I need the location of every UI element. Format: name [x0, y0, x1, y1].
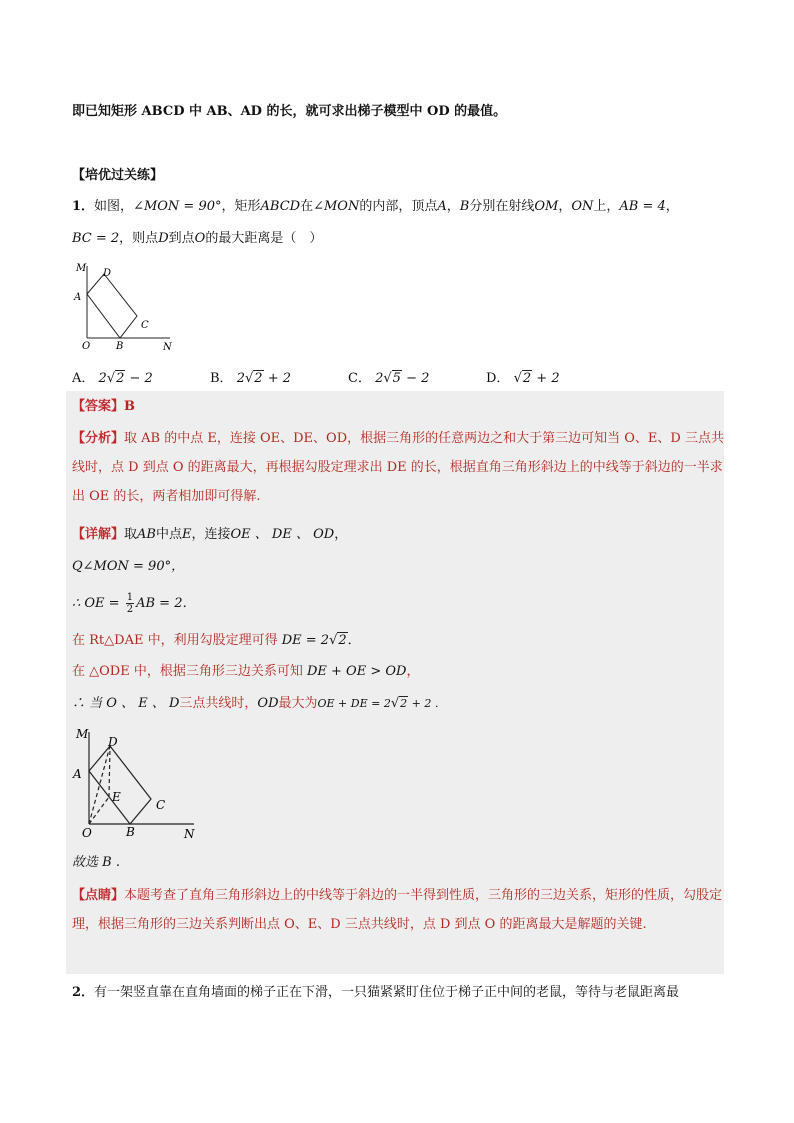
- option-tail: + 2: [532, 371, 560, 386]
- detail-math: AB: [137, 527, 156, 542]
- intro-text: 即已知矩形 ABCD 中 AB、AD 的长，就可求出梯子模型中 OD 的最值。: [72, 104, 507, 119]
- detail-text: 在 △ODE 中，根据三角形三边关系可知: [72, 664, 303, 679]
- label-m: M: [76, 727, 89, 741]
- rectangle-abcd: [87, 274, 137, 338]
- comment-text: 本题考查了直角三角形斜边上的中线等于斜边的一半得到性质，三角形的三边关系，矩形的性质，勾股定理，根据三角形的三边关系判断出点 O、E、D 三点共线时，点 D 到点 O 的距离最大是解题的关键.: [72, 888, 723, 932]
- label-n: N: [184, 827, 195, 841]
- detail-line6: ∴ 当 O 、 E 、 D三点共线时，OD最大为OE + DE = 2√2 + 2 ．: [72, 696, 446, 711]
- detail-text: 中点: [155, 527, 182, 542]
- q1-text: ，则点: [119, 231, 159, 246]
- segment-oe: [89, 797, 109, 824]
- option-radicand: 5: [392, 371, 401, 386]
- detail-text: ．: [347, 633, 361, 648]
- q1-ray: OM: [534, 199, 559, 214]
- option-c[interactable]: C． 2√5 − 2: [348, 371, 430, 386]
- detail-tag: 【详解】: [72, 527, 125, 542]
- segment-de: [109, 746, 110, 797]
- detail-text: ，: [406, 664, 420, 679]
- label-o: O: [82, 341, 91, 352]
- option-coef: 2: [236, 371, 245, 386]
- option-tail: − 2: [401, 371, 430, 386]
- label-d: D: [108, 735, 118, 749]
- answer-line: [72, 397, 135, 417]
- detail-math: ∴ OE =: [72, 596, 120, 611]
- detail-math: E: [182, 527, 192, 542]
- detail-line4: 在 Rt△DAE 中，利用勾股定理可得 DE = 2√2．: [72, 633, 361, 648]
- detail-math: O 、 E 、 D: [106, 696, 180, 711]
- label-a: A: [73, 767, 82, 781]
- q1-number: 1．: [72, 199, 95, 214]
- option-radicand: 2: [522, 371, 532, 386]
- detail-math: OD: [257, 696, 279, 711]
- q1-text: ，: [446, 199, 460, 214]
- option-tail: − 2: [125, 371, 153, 386]
- q1-ab: AB = 4: [619, 199, 666, 214]
- choose-line: 故选 B .: [72, 855, 120, 870]
- detail-text: ，连接: [191, 527, 231, 542]
- label-d: D: [103, 268, 112, 279]
- detail-math: DE = 2: [281, 633, 330, 648]
- q1-text: ，矩形: [221, 199, 261, 214]
- option-letter: C．: [348, 371, 371, 386]
- option-letter: B．: [210, 371, 233, 386]
- option-radicand: 2: [116, 371, 125, 386]
- option-coef: 2: [375, 371, 384, 386]
- q2-text: 有一架竖直靠在直角墙面的梯子正在下滑，一只猫紧紧盯住位于梯子正中间的老鼠，等待与老鼠距离最: [94, 985, 680, 1000]
- detail-text: 三点共线时，: [179, 696, 258, 711]
- fraction-numerator: 1: [126, 592, 134, 603]
- q1-text: 在: [300, 199, 314, 214]
- analysis-text: 取 AB 的中点 E，连接 OE、DE、OD，根据三角形的任意两边之和大于第三边可知当 O、E、D 三点共线时，点 D 到点 O 的距离最大，再根据勾股定理求出 DE 的长，根据直角三角形斜边上的中线等于斜边的一半求出 OE 的长，两者相加即可得解.: [72, 431, 724, 504]
- option-letter: D．: [486, 371, 510, 386]
- q1-text: 分别在射线: [469, 199, 535, 214]
- option-tail: + 2: [263, 371, 291, 386]
- q1-rect: ABCD: [260, 199, 301, 214]
- option-radicand: 2: [254, 371, 263, 386]
- detail-math: + 2 ．: [408, 697, 446, 710]
- label-c: C: [141, 320, 149, 331]
- q1-text: ，: [665, 199, 679, 214]
- detail-math: OE + DE = 2: [317, 697, 391, 710]
- fraction-denominator: 2: [126, 604, 134, 615]
- detail-line1: [72, 525, 347, 545]
- detail-line5: [72, 662, 419, 682]
- label-m: M: [76, 263, 87, 274]
- detail-text: 取: [124, 527, 138, 542]
- label-n: N: [163, 342, 172, 353]
- option-b[interactable]: B． 2√2 + 2: [210, 371, 291, 386]
- option-coef: 2: [98, 371, 107, 386]
- q1-text: 的内部，顶点: [359, 199, 438, 214]
- detail-math: AB = 2．: [136, 596, 196, 611]
- figure1-diagram: [70, 258, 185, 353]
- analysis-paragraph: [72, 424, 724, 511]
- q1-text: ，: [558, 199, 572, 214]
- detail-radicand: 2: [400, 697, 408, 710]
- q1-point: B: [459, 199, 470, 214]
- detail-line2: Q∠MON = 90°，: [72, 559, 185, 574]
- detail-text: 在 Rt△DAE 中，利用勾股定理可得: [72, 633, 278, 648]
- comment-paragraph: [72, 881, 724, 939]
- q2-number: 2．: [72, 985, 95, 1000]
- detail-math: ∴ 当: [72, 696, 103, 711]
- fraction-half: [126, 592, 134, 615]
- section-title: 【培优过关练】: [72, 168, 164, 183]
- detail-math: DE + OE > OD: [306, 664, 407, 679]
- q1-ray: ON: [571, 199, 594, 214]
- q1-bc: BC = 2: [72, 231, 120, 246]
- q1-text: 如图，: [94, 199, 134, 214]
- q1-line1: [72, 197, 679, 217]
- q1-point: O: [194, 231, 206, 246]
- option-d[interactable]: D． √2 + 2: [486, 371, 560, 386]
- q1-line2: [72, 229, 322, 249]
- comment-tag: 【点睛】: [72, 888, 125, 903]
- label-e: E: [112, 790, 121, 804]
- q1-angle2: ∠MON: [313, 199, 360, 214]
- detail-math: OE 、 DE 、 OD: [230, 527, 335, 542]
- detail-radicand: 2: [338, 633, 347, 648]
- figure2-diagram: [70, 724, 200, 842]
- option-letter: A．: [72, 371, 95, 386]
- q1-point: A: [437, 199, 447, 214]
- q1-angle: ∠MON = 90°: [133, 199, 222, 214]
- label-a: A: [74, 292, 82, 303]
- q1-text: 的最大距离是（ ）: [205, 231, 323, 246]
- label-b: B: [126, 825, 135, 839]
- detail-line3: [72, 592, 195, 615]
- answer-tag: 【答案】: [72, 399, 125, 414]
- analysis-tag: 【分析】: [72, 431, 125, 446]
- detail-text: ，: [334, 527, 348, 542]
- q1-text: 上，: [593, 199, 620, 214]
- q1-point: D: [158, 231, 169, 246]
- detail-text: 最大为: [278, 696, 318, 711]
- label-b: B: [116, 341, 124, 352]
- answer-value: B: [124, 399, 136, 414]
- label-c: C: [156, 798, 166, 812]
- option-a[interactable]: A． 2√2 − 2: [72, 371, 153, 386]
- q2-line: [72, 983, 679, 1003]
- label-o: O: [82, 826, 92, 840]
- q1-text: 到点: [168, 231, 195, 246]
